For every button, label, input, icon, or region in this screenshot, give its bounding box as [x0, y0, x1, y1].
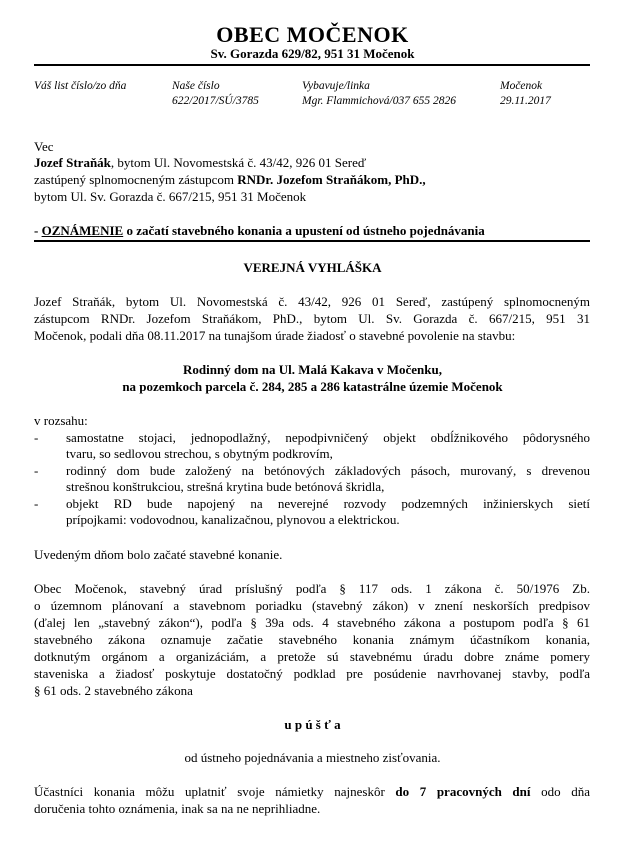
office-line-3: (ďalej len „stavebný zákon“), podľa § 39a ods. 4 stavebného zákona a postupom podľa § 61	[34, 615, 590, 630]
notice-bold: OZNÁMENIE	[41, 223, 124, 238]
scope-item-1-line-2: tvaru, so sedlovou strechou, s obytným podkrovím,	[66, 446, 333, 461]
ref-our-number	[172, 79, 259, 109]
started-line: Uvedeným dňom bolo začaté stavebné konanie.	[34, 547, 283, 562]
objections-deadline: do 7 pracovných dní	[395, 784, 531, 799]
objections-text-c: odo dňa	[530, 784, 590, 799]
office-line-4: stavebného zákona oznamuje začatie stavebného konania známym účastníkom konania,	[34, 632, 590, 647]
scope-item-1-line-1: samostatne stojaci, jednopodlažný, nepodpivničený objekt obdĺžnikového pôdorysného	[66, 430, 590, 445]
date-value: 29.11.2017	[500, 95, 551, 107]
subject-rule	[34, 240, 590, 242]
notice-heading	[34, 223, 485, 239]
public-notice-heading: VEREJNÁ VYHLÁŠKA	[243, 260, 382, 275]
building-line-1: Rodinný dom na Ul. Malá Kakava v Močenku,	[183, 362, 442, 377]
header-rule	[34, 64, 590, 66]
ref-handled-by	[302, 79, 456, 109]
scope-item-3-line-2: prípojkami: vodovodnou, kanalizačnou, plynovou a elektrickou.	[66, 512, 400, 527]
handled-label: Vybavuje/linka	[302, 80, 370, 92]
waiver-line: od ústneho pojednávania a miestneho zisťovania.	[184, 750, 441, 765]
upusta-heading: u p ú š ť a	[284, 717, 341, 732]
notice-rest: o začatí stavebného konania a upustení od ústneho pojednávania	[123, 223, 485, 238]
bullet-dash: -	[34, 496, 39, 511]
bullet-dash: -	[34, 463, 39, 478]
office-line-2: o územnom plánovaní a stavebnom poriadku (stavebný zákon) v znení neskorších predpisov	[34, 598, 590, 613]
scope-item-3-line-1: objekt RD bude napojený na neverejné rozvody podzemných inžinierskych sietí	[66, 496, 590, 511]
scope-item	[34, 496, 590, 530]
building-line-2: na pozemkoch parcela č. 284, 285 a 286 katastrálne územie Močenok	[122, 379, 503, 394]
represented-line	[34, 172, 426, 188]
your-letter-label: Váš list číslo/zo dňa	[34, 80, 127, 92]
objections-text-a: Účastníci konania môžu uplatniť svoje námietky najneskôr	[34, 784, 396, 799]
intro-line-2: zástupcom RNDr. Jozefom Straňákom, PhD., bytom Ul. Sv. Gorazda č. 667/215, 951 31	[34, 311, 590, 326]
bullet-dash: -	[34, 430, 39, 445]
office-line-5: dotknutým orgánom a organizáciám, a pretože sú stavebnému úradu dobre známe pomery	[34, 649, 590, 664]
intro-line-1: Jozef Straňák, bytom Ul. Novomestská č. 43/42, 926 01 Sereď, zastúpený splnomocneným	[34, 294, 590, 309]
scope-item	[34, 463, 590, 497]
notice-dash: -	[34, 223, 42, 238]
applicant-name: Jozef Straňák	[34, 155, 111, 170]
applicant-address: , bytom Ul. Novomestská č. 43/42, 926 01 Sereď	[110, 155, 367, 170]
municipality-address: Sv. Gorazda 629/82, 951 31 Močenok	[210, 46, 415, 61]
scope-item-2-line-1: rodinný dom bude založený na betónových základových pásoch, murovaný, s drevenou	[66, 463, 590, 478]
applicant-line	[34, 155, 366, 171]
ref-place-date	[500, 79, 551, 109]
vec-label: Vec	[34, 139, 54, 154]
scope-item-2-line-2: strešnou konštrukciou, strešná krytina bude betónová škridla,	[66, 479, 385, 494]
represented-prefix: zastúpený splnomocneným zástupcom	[34, 172, 238, 187]
representative-address: bytom Ul. Sv. Gorazda č. 667/215, 951 31 Močenok	[34, 189, 307, 204]
representative-name: RNDr. Jozefom Straňákom, PhD.,	[237, 172, 426, 187]
scope-item	[34, 430, 590, 464]
municipality-title: OBEC MOČENOK	[216, 22, 409, 47]
scope-label: v rozsahu:	[34, 413, 88, 428]
ref-your-letter	[34, 79, 126, 94]
office-line-1: Obec Močenok, stavebný úrad príslušný podľa § 117 ods. 1 zákona č. 50/1976 Zb.	[34, 581, 590, 596]
place-label: Močenok	[500, 80, 543, 92]
handled-value: Mgr. Flammichová/037 655 2826	[302, 95, 456, 107]
objections-line-1	[34, 784, 590, 800]
intro-line-3: Močenok, podali dňa 08.11.2017 na tunajšom úrade žiadosť o stavebné povolenie na stavbu:	[34, 328, 516, 343]
office-line-7: § 61 ods. 2 stavebného zákona	[34, 683, 193, 698]
our-number-value: 622/2017/SÚ/3785	[172, 95, 259, 107]
objections-line-2: doručenia tohto oznámenia, inak sa na ne neprihliadne.	[34, 801, 321, 816]
our-number-label: Naše číslo	[172, 80, 220, 92]
office-line-6: staveniska a žiadosť poskytuje dostatočný podklad pre posúdenie navrhovanej stavby, podľa	[34, 666, 590, 681]
